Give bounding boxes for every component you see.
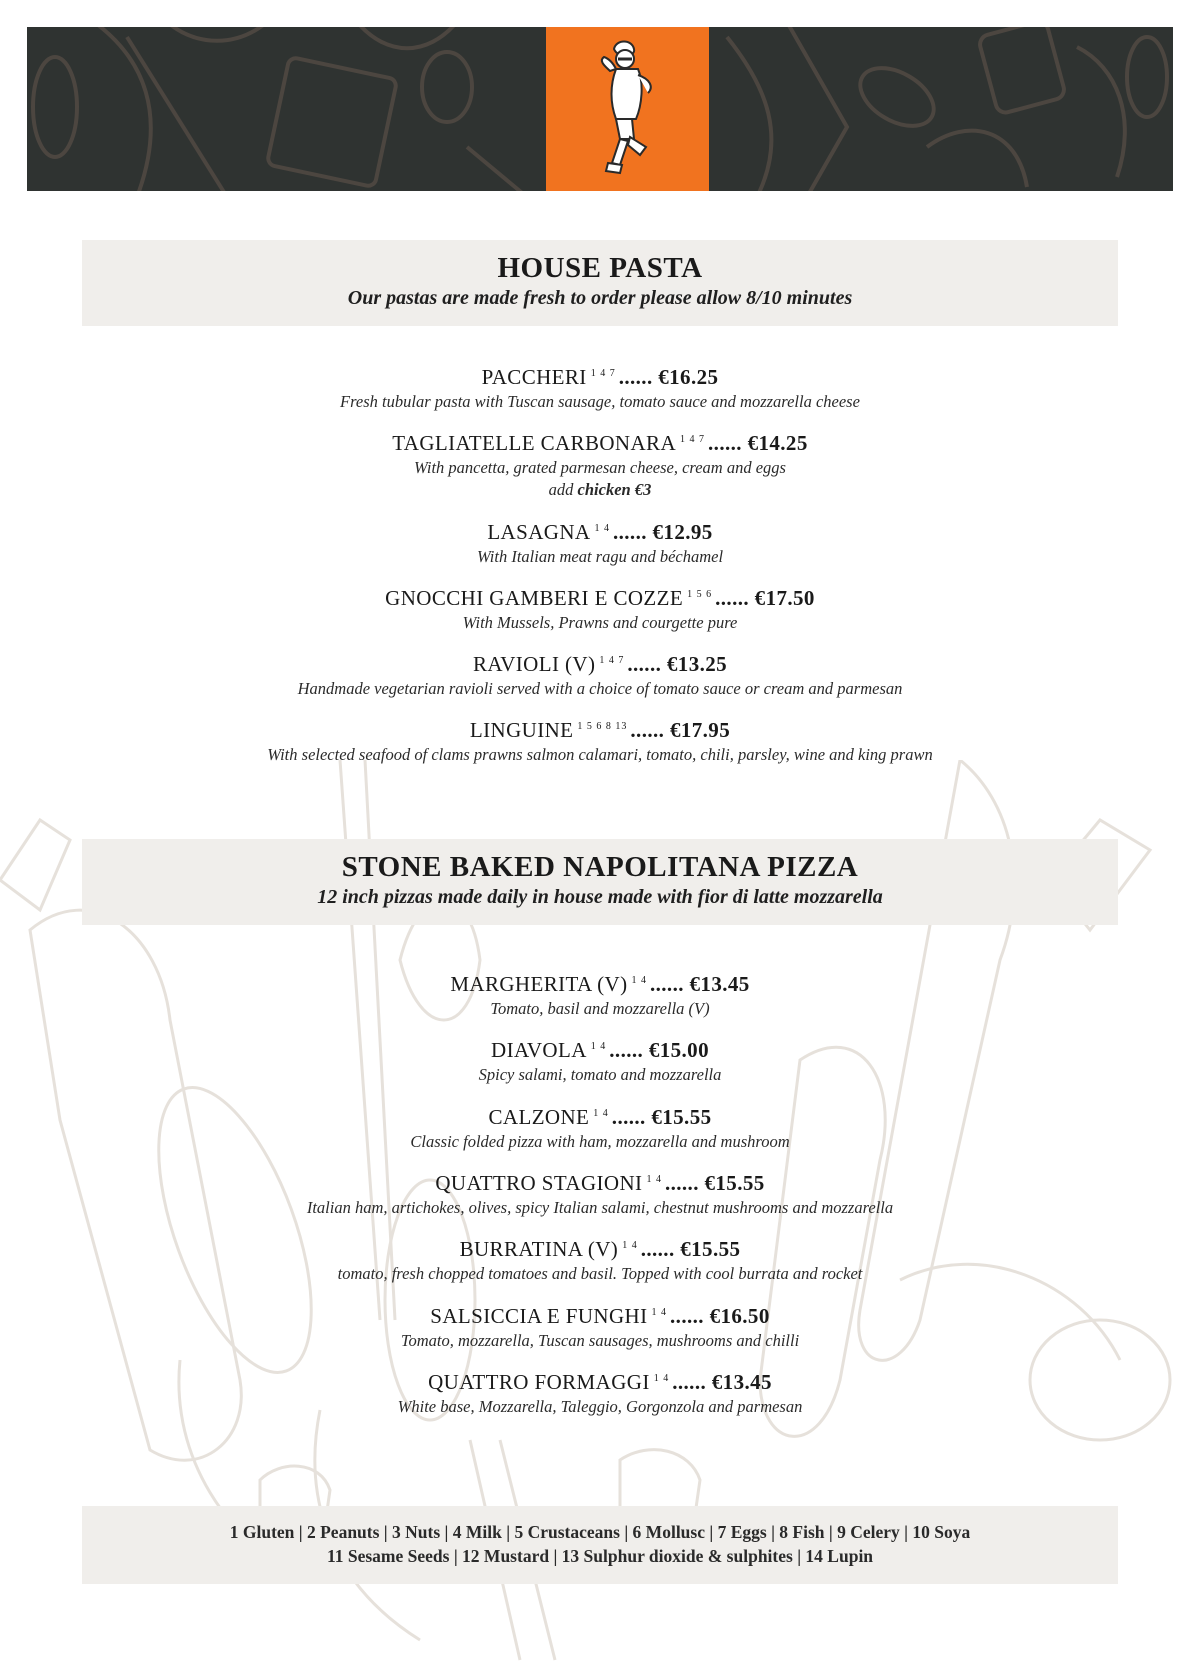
addon-prefix: add (548, 480, 574, 499)
item-description: Spicy salami, tomato and mozzarella (478, 1065, 722, 1084)
header-banner (27, 27, 1173, 191)
item-name: QUATTRO FORMAGGI (428, 1370, 650, 1394)
item-description: Classic folded pizza with ham, mozzarella and mushroom (410, 1132, 790, 1151)
item-name: PACCHERI (481, 365, 587, 389)
allergen-codes: 1 4 7 (590, 368, 616, 379)
menu-item-salsiccia-e-funghi (0, 1304, 1200, 1352)
section-title: STONE BAKED NAPOLITANA PIZZA (341, 851, 859, 883)
allergen-line-2: 11 Sesame Seeds | 12 Mustard | 13 Sulphur dioxide & sulphites | 14 Lupin (326, 1546, 874, 1566)
allergen-codes: 1 4 7 (680, 434, 706, 445)
menu-item-paccheri (0, 365, 1200, 413)
menu-item-gnocchi-gamberi-e-cozze (0, 586, 1200, 634)
item-description: With pancetta, grated parmesan cheese, cream and eggs (414, 458, 786, 477)
item-price: ...... €17.95 (630, 718, 731, 742)
item-name: DIAVOLA (491, 1038, 587, 1062)
section-subtitle: Our pastas are made fresh to order please allow 8/10 minutes (347, 287, 853, 309)
item-price: ...... €15.55 (664, 1171, 765, 1195)
item-name: LINGUINE (469, 718, 574, 742)
allergen-codes: 1 4 (653, 1373, 670, 1384)
menu-item-linguine (0, 718, 1200, 766)
section-title: HOUSE PASTA (497, 252, 703, 284)
menu-item-lasagna (0, 520, 1200, 568)
item-description: Handmade vegetarian ravioli served with a choice of tomato sauce or cream and parmesan (297, 679, 903, 698)
allergen-codes: 1 4 (594, 523, 610, 534)
item-price: ...... €15.00 (609, 1038, 709, 1062)
item-description: Tomato, basil and mozzarella (V) (490, 999, 710, 1018)
addon-chicken: chicken €3 (577, 480, 652, 499)
allergen-line-1: 1 Gluten | 2 Peanuts | 3 Nuts | 4 Milk | 5 Crustaceans | 6 Mollusc | 7 Eggs | 8 Fish | 9 Celery | 10 Soya (229, 1522, 971, 1542)
item-name: CALZONE (488, 1105, 590, 1129)
item-name: RAVIOLI (V) (472, 652, 596, 676)
allergen-codes: 1 4 (651, 1307, 668, 1318)
item-price: ...... €13.45 (649, 972, 750, 996)
item-addon (0, 479, 1200, 501)
menu-item-ravioli (0, 652, 1200, 700)
menu-item-quattro-formaggi (0, 1370, 1200, 1418)
item-description: With Mussels, Prawns and courgette pure (462, 613, 738, 632)
item-name: QUATTRO STAGIONI (435, 1171, 643, 1195)
item-price: ...... €15.55 (611, 1105, 712, 1129)
item-price: ...... €16.25 (618, 365, 719, 389)
allergen-codes: 1 4 7 (599, 655, 625, 666)
menu-item-quattro-stagioni (0, 1171, 1200, 1219)
allergen-key (82, 1506, 1118, 1584)
allergen-codes: 1 5 6 8 13 (577, 721, 628, 732)
menu-item-diavola (0, 1038, 1200, 1086)
item-price: ...... €13.45 (672, 1370, 772, 1394)
item-name: SALSICCIA E FUNGHI (430, 1304, 648, 1328)
item-description: Fresh tubular pasta with Tuscan sausage, tomato sauce and mozzarella cheese (340, 392, 860, 411)
item-name: TAGLIATELLE CARBONARA (392, 431, 677, 455)
item-description: Tomato, mozzarella, Tuscan sausages, mushrooms and chilli (400, 1331, 800, 1350)
item-name: GNOCCHI GAMBERI E COZZE (385, 586, 684, 610)
dancing-chef-icon (546, 27, 709, 191)
item-price: ...... €13.25 (627, 652, 728, 676)
menu-item-burratina (0, 1237, 1200, 1285)
item-price: ...... €12.95 (612, 520, 713, 544)
item-description: With Italian meat ragu and béchamel (476, 547, 724, 566)
item-name: MARGHERITA (V) (450, 972, 628, 996)
allergen-codes: 1 4 (646, 1174, 662, 1185)
item-price: ...... €16.50 (670, 1304, 770, 1328)
logo-box (546, 27, 709, 191)
pasta-section-header (82, 240, 1118, 326)
item-name: LASAGNA (487, 520, 591, 544)
allergen-codes: 1 5 6 (687, 589, 713, 600)
menu-item-margherita (0, 972, 1200, 1020)
item-description: tomato, fresh chopped tomatoes and basil. Topped with cool burrata and rocket (337, 1264, 863, 1283)
item-description: White base, Mozzarella, Taleggio, Gorgonzola and parmesan (397, 1397, 803, 1416)
section-subtitle: 12 inch pizzas made daily in house made with fior di latte mozzarella (317, 886, 883, 908)
item-description: With selected seafood of clams prawns salmon calamari, tomato, chili, parsley, wine and king prawn (267, 745, 933, 764)
item-price: ...... €14.25 (708, 431, 808, 455)
menu-item-calzone (0, 1105, 1200, 1153)
allergen-codes: 1 4 (593, 1108, 609, 1119)
item-price: ...... €17.50 (715, 586, 815, 610)
item-name: BURRATINA (V) (459, 1237, 619, 1261)
allergen-codes: 1 4 (622, 1240, 638, 1251)
item-description: Italian ham, artichokes, olives, spicy Italian salami, chestnut mushrooms and mozzarella (306, 1198, 894, 1217)
item-price: ...... €15.55 (640, 1237, 741, 1261)
allergen-codes: 1 4 (590, 1041, 607, 1052)
pizza-section-header (82, 839, 1118, 925)
allergen-codes: 1 4 (631, 975, 647, 986)
menu-item-tagliatelle-carbonara (0, 431, 1200, 501)
